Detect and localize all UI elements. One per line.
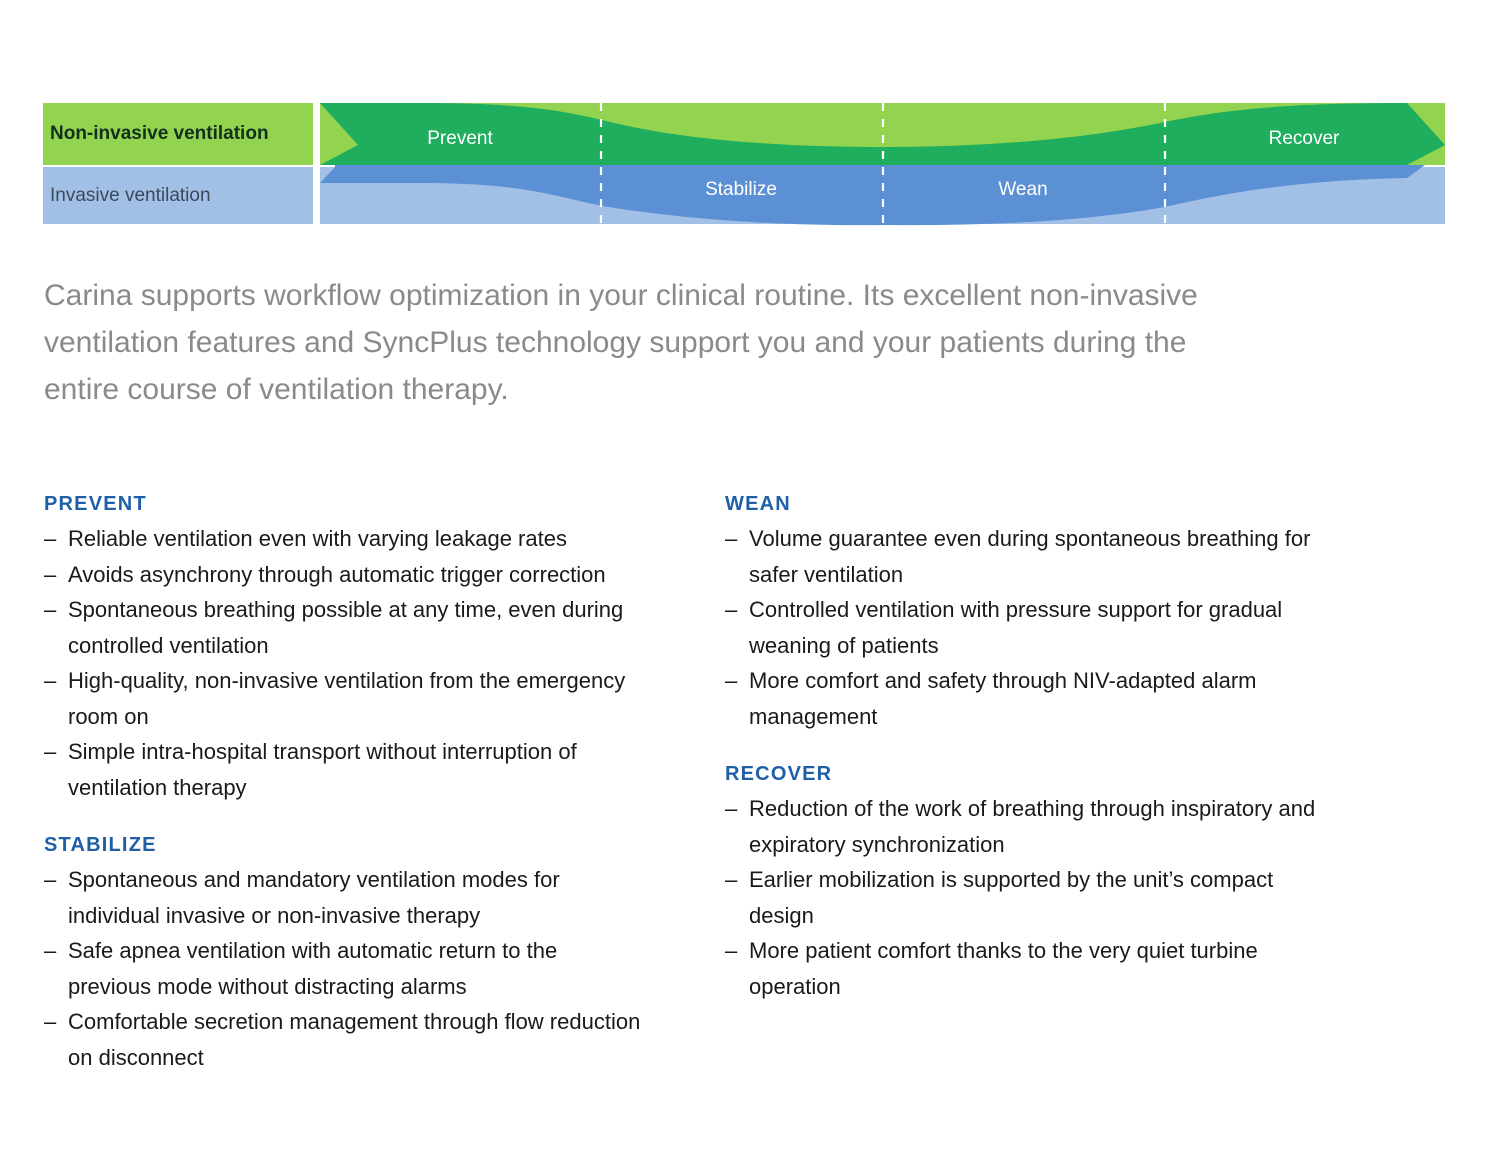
row-label-non-invasive-text: Non-invasive ventilation xyxy=(50,123,269,144)
list-item: – More patient comfort thanks to the very quiet turbine operation xyxy=(725,938,1258,999)
row-label-invasive-text: Invasive ventilation xyxy=(50,184,211,206)
list-item-text: Comfortable secretion management through flow reduction on disconnect xyxy=(68,1009,641,1070)
list-prevent xyxy=(44,521,644,805)
list-item: – Earlier mobilization is supported by the unit’s compact design xyxy=(725,867,1274,928)
list-item-text: High-quality, non-invasive ventilation from the emergency room on xyxy=(68,668,626,729)
list-item-text: Reliable ventilation even with varying leakage rates xyxy=(68,526,567,551)
list-wean xyxy=(725,521,1325,734)
section-title-wean: WEAN xyxy=(725,493,791,515)
list-item-text: Controlled ventilation with pressure support for gradual weaning of patients xyxy=(749,597,1283,658)
section-stabilize xyxy=(44,831,644,1075)
list-item-text: Volume guarantee even during spontaneous breathing for safer ventilation xyxy=(749,526,1311,587)
left-column xyxy=(44,490,644,1101)
phase-label-stabilize: Stabilize xyxy=(705,179,777,200)
section-prevent xyxy=(44,490,644,805)
list-item-text: Earlier mobilization is supported by the unit’s compact design xyxy=(749,867,1274,928)
section-title-recover: RECOVER xyxy=(725,763,833,785)
list-item: – Reduction of the work of breathing through inspiratory and expiratory synchronization xyxy=(725,796,1316,857)
list-item: – More comfort and safety through NIV-adapted alarm management xyxy=(725,668,1257,729)
row-label-non-invasive xyxy=(43,103,313,165)
list-item-text: Simple intra-hospital transport without interruption of ventilation therapy xyxy=(68,739,577,800)
phase-label-prevent: Prevent xyxy=(427,128,493,149)
phase-label-wean: Wean xyxy=(998,179,1048,200)
row-label-invasive xyxy=(43,167,313,224)
section-recover xyxy=(725,760,1325,1004)
list-stabilize xyxy=(44,862,644,1075)
list-item-text: More patient comfort thanks to the very quiet turbine operation xyxy=(749,938,1258,999)
list-item-text: Spontaneous breathing possible at any time, even during controlled ventilation xyxy=(68,597,624,658)
list-item-text: More comfort and safety through NIV-adapted alarm management xyxy=(749,668,1257,729)
right-column xyxy=(725,490,1325,1030)
list-item-text: Spontaneous and mandatory ventilation modes for individual invasive or non-invasive therapy xyxy=(68,867,560,928)
list-item: – Spontaneous and mandatory ventilation modes for individual invasive or non-invasive therapy xyxy=(44,867,560,928)
list-item: – Controlled ventilation with pressure support for gradual weaning of patients xyxy=(725,597,1283,658)
intro-paragraph: Carina supports workflow optimization in your clinical routine. Its excellent non-invasive ventilation features and SyncPlus technology support you and your patients during the entire course of ventilation therapy. xyxy=(44,279,1198,406)
list-item-text: Avoids asynchrony through automatic trigger correction xyxy=(68,561,606,587)
list-item: – Avoids asynchrony through automatic trigger correction xyxy=(44,561,606,587)
section-title-prevent: PREVENT xyxy=(44,493,147,515)
list-item: – Comfortable secretion management through flow reduction on disconnect xyxy=(44,1009,641,1070)
list-item: – High-quality, non-invasive ventilation from the emergency room on xyxy=(44,668,626,729)
list-item: – Spontaneous breathing possible at any time, even during controlled ventilation xyxy=(44,597,624,658)
section-title-stabilize: STABILIZE xyxy=(44,834,157,856)
list-item: – Safe apnea ventilation with automatic return to the previous mode without distracting alarms xyxy=(44,938,558,999)
list-item: – Volume guarantee even during spontaneous breathing for safer ventilation xyxy=(725,526,1311,587)
phase-label-recover: Recover xyxy=(1268,128,1340,149)
list-item: – Simple intra-hospital transport without interruption of ventilation therapy xyxy=(44,739,577,800)
list-item: – Reliable ventilation even with varying leakage rates xyxy=(44,526,567,551)
list-item-text: Reduction of the work of breathing through inspiratory and expiratory synchronization xyxy=(749,796,1316,857)
section-wean xyxy=(725,490,1325,734)
list-recover xyxy=(725,791,1325,1004)
list-item-text: Safe apnea ventilation with automatic return to the previous mode without distracting alarms xyxy=(68,938,558,999)
